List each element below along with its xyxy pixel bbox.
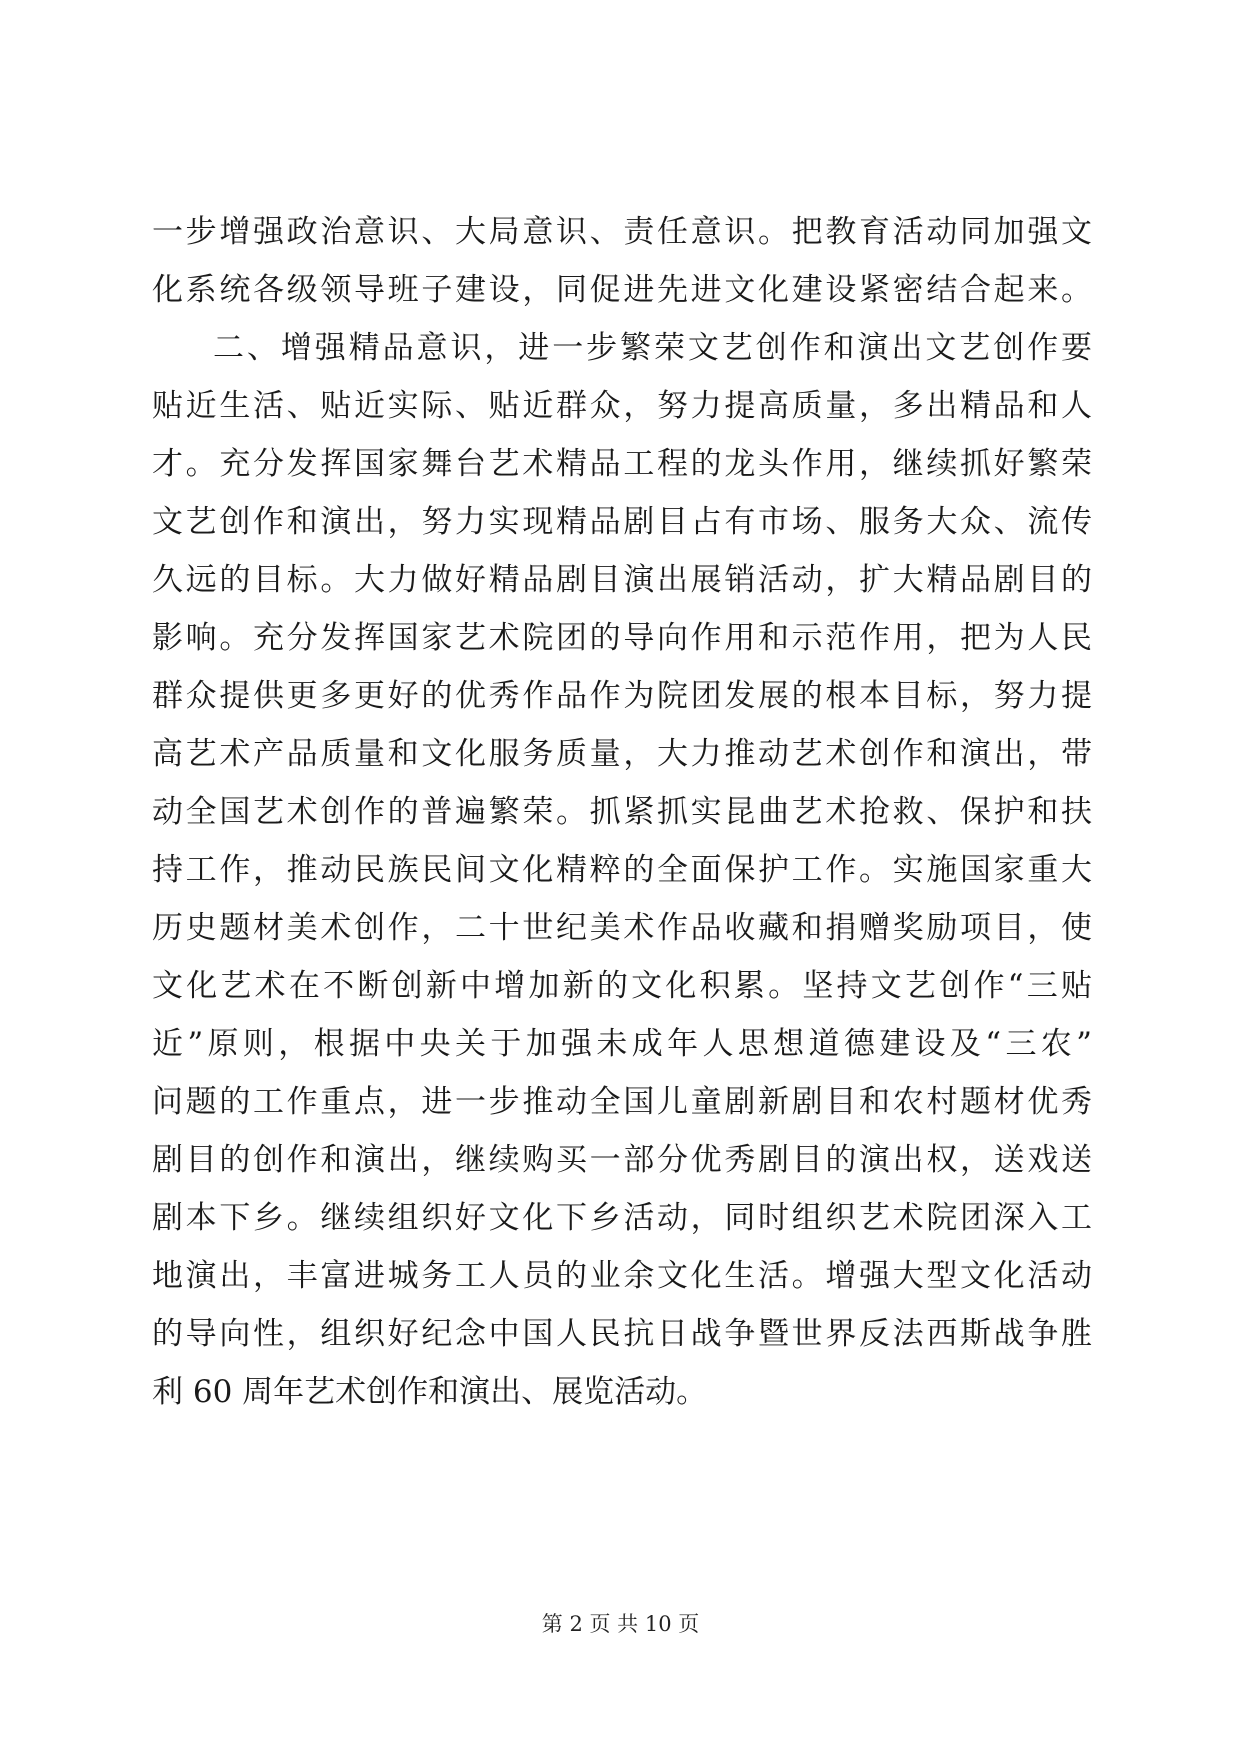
text-line-21: 利 60 周年艺术创作和演出、展览活动。 <box>152 1374 708 1410</box>
text-line-11: 动全国艺术创作的普遍繁荣。抓紧抓实昆曲艺术抢救、保护和扶 <box>152 794 1092 830</box>
text-line-12: 持工作，推动民族民间文化精粹的全面保护工作。实施国家重大 <box>152 852 1092 888</box>
text-line-19: 地演出，丰富进城务工人员的业余文化生活。增强大型文化活动 <box>152 1258 1092 1294</box>
text-line-20: 的导向性，组织好纪念中国人民抗日战争暨世界反法西斯战争胜 <box>152 1316 1092 1352</box>
text-line-9: 群众提供更多更好的优秀作品作为院团发展的根本目标，努力提 <box>152 678 1092 714</box>
text-line-18: 剧本下乡。继续组织好文化下乡活动，同时组织艺术院团深入工 <box>152 1200 1092 1236</box>
text-line-4: 贴近生活、贴近实际、贴近群众，努力提高质量，多出精品和人 <box>152 388 1092 424</box>
text-line-14: 文化艺术在不断创新中增加新的文化积累。坚持文艺创作“三贴 <box>152 968 1092 1004</box>
text-line-15: 近”原则，根据中央关于加强未成年人思想道德建设及“三农” <box>152 1026 1092 1062</box>
text-line-10: 高艺术产品质量和文化服务质量，大力推动艺术创作和演出，带 <box>152 736 1092 772</box>
text-line-17: 剧目的创作和演出，继续购买一部分优秀剧目的演出权，送戏送 <box>152 1142 1092 1178</box>
paragraph-heading-line: 二、增强精品意识，进一步繁荣文艺创作和演出文艺创作要 <box>213 330 1092 366</box>
text-line-13: 历史题材美术创作，二十世纪美术作品收藏和捐赠奖励项目，使 <box>152 910 1092 946</box>
text-line-1: 一步增强政治意识、大局意识、责任意识。把教育活动同加强文 <box>152 214 1092 250</box>
text-line-7: 久远的目标。大力做好精品剧目演出展销活动，扩大精品剧目的 <box>152 562 1092 598</box>
text-line-16: 问题的工作重点，进一步推动全国儿童剧新剧目和农村题材优秀 <box>152 1084 1092 1120</box>
page-number-footer: 第 2 页 共 10 页 <box>541 1612 700 1636</box>
text-line-6: 文艺创作和演出，努力实现精品剧目占有市场、服务大众、流传 <box>152 504 1092 540</box>
text-line-8: 影响。充分发挥国家艺术院团的导向作用和示范作用，把为人民 <box>152 620 1092 656</box>
text-line-2: 化系统各级领导班子建设，同促进先进文化建设紧密结合起来。 <box>152 272 1092 308</box>
text-line-5: 才。充分发挥国家舞台艺术精品工程的龙头作用，继续抓好繁荣 <box>152 446 1092 482</box>
